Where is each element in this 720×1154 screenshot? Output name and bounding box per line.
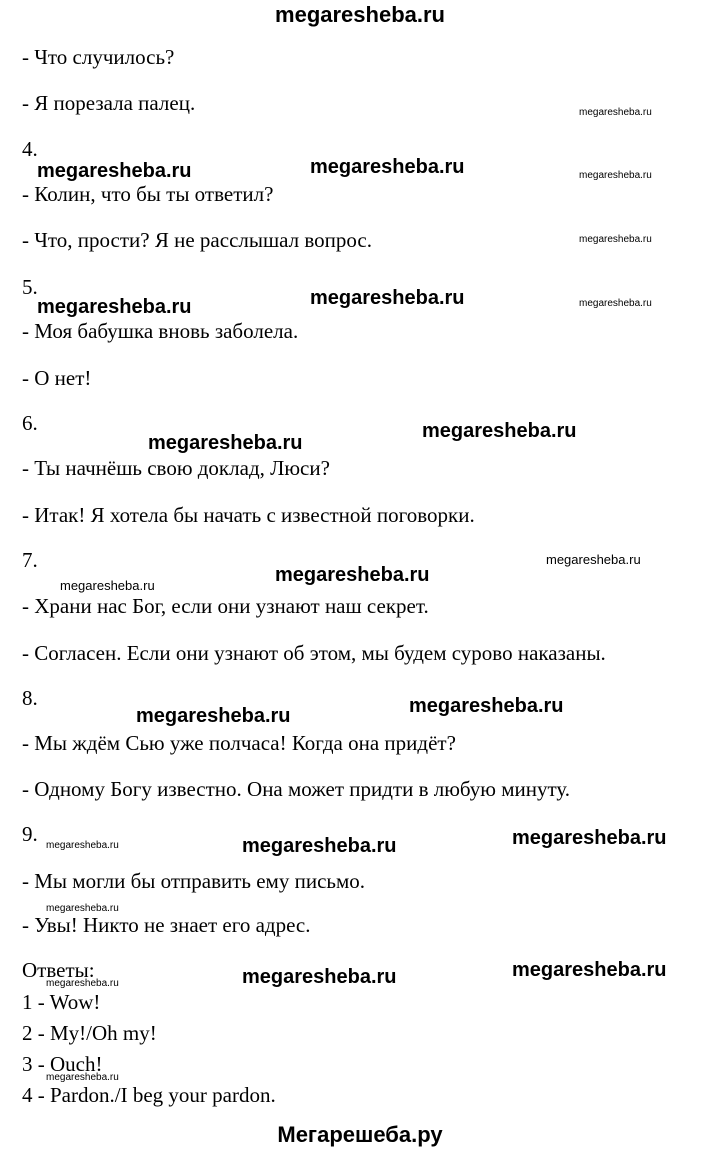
dialogue-line: - Я порезала палец. <box>22 91 196 115</box>
dialogue-line: - Мы ждём Сью уже полчаса! Когда она придёт? <box>22 731 456 755</box>
answers-title: Ответы: <box>22 958 95 982</box>
answer-item: 4 - Pardon./I beg your pardon. <box>22 1083 276 1107</box>
watermark: megaresheba.ru <box>310 156 465 178</box>
dialogue-line: - Что случилось? <box>22 45 175 69</box>
watermark: megaresheba.ru <box>37 160 192 182</box>
watermark: megaresheba.ru <box>46 978 119 989</box>
item-number: 6. <box>22 411 38 435</box>
dialogue-line: - Мы могли бы отправить ему письмо. <box>22 869 366 893</box>
dialogue-line: - Согласен. Если они узнают об этом, мы будем сурово наказаны. <box>22 641 606 665</box>
watermark: megaresheba.ru <box>136 705 291 727</box>
dialogue-line: - Колин, что бы ты ответил? <box>22 182 274 206</box>
watermark: megaresheba.ru <box>579 107 652 118</box>
answer-item: 2 - My!/Oh my! <box>22 1021 157 1045</box>
item-number: 4. <box>22 137 38 161</box>
answer-item: 1 - Wow! <box>22 990 101 1014</box>
watermark: megaresheba.ru <box>242 835 397 857</box>
watermark: megaresheba.ru <box>310 287 465 309</box>
watermark: megaresheba.ru <box>546 552 641 567</box>
watermark: megaresheba.ru <box>512 959 667 981</box>
watermark: megaresheba.ru <box>579 234 652 245</box>
watermark: megaresheba.ru <box>409 695 564 717</box>
watermark: megaresheba.ru <box>46 1072 119 1083</box>
page-header: megaresheba.ru <box>275 2 445 27</box>
dialogue-line: - Ты начнёшь свою доклад, Люси? <box>22 456 330 480</box>
dialogue-line: - Моя бабушка вновь заболела. <box>22 319 299 343</box>
watermark: megaresheba.ru <box>46 903 119 914</box>
dialogue-line: - О нет! <box>22 366 92 390</box>
dialogue-line: - Итак! Я хотела бы начать с известной поговорки. <box>22 503 475 527</box>
item-number: 5. <box>22 275 38 299</box>
watermark: megaresheba.ru <box>148 432 303 454</box>
item-number: 8. <box>22 686 38 710</box>
watermark: megaresheba.ru <box>60 578 155 593</box>
item-number: 9. <box>22 822 38 846</box>
item-number: 7. <box>22 548 38 572</box>
watermark: megaresheba.ru <box>422 420 577 442</box>
watermark: megaresheba.ru <box>579 170 652 181</box>
watermark: megaresheba.ru <box>46 840 119 851</box>
dialogue-line: - Увы! Никто не знает его адрес. <box>22 913 311 937</box>
dialogue-line: - Храни нас Бог, если они узнают наш секрет. <box>22 594 429 618</box>
watermark: megaresheba.ru <box>37 296 192 318</box>
watermark: megaresheba.ru <box>275 564 430 586</box>
watermark: megaresheba.ru <box>579 298 652 309</box>
answer-item: 3 - Ouch! <box>22 1052 103 1076</box>
page-footer: Мегарешеба.ру <box>277 1122 443 1147</box>
watermark: megaresheba.ru <box>242 966 397 988</box>
watermark: megaresheba.ru <box>512 827 667 849</box>
dialogue-line: - Одному Богу известно. Она может придти в любую минуту. <box>22 777 571 801</box>
dialogue-line: - Что, прости? Я не расслышал вопрос. <box>22 228 372 252</box>
